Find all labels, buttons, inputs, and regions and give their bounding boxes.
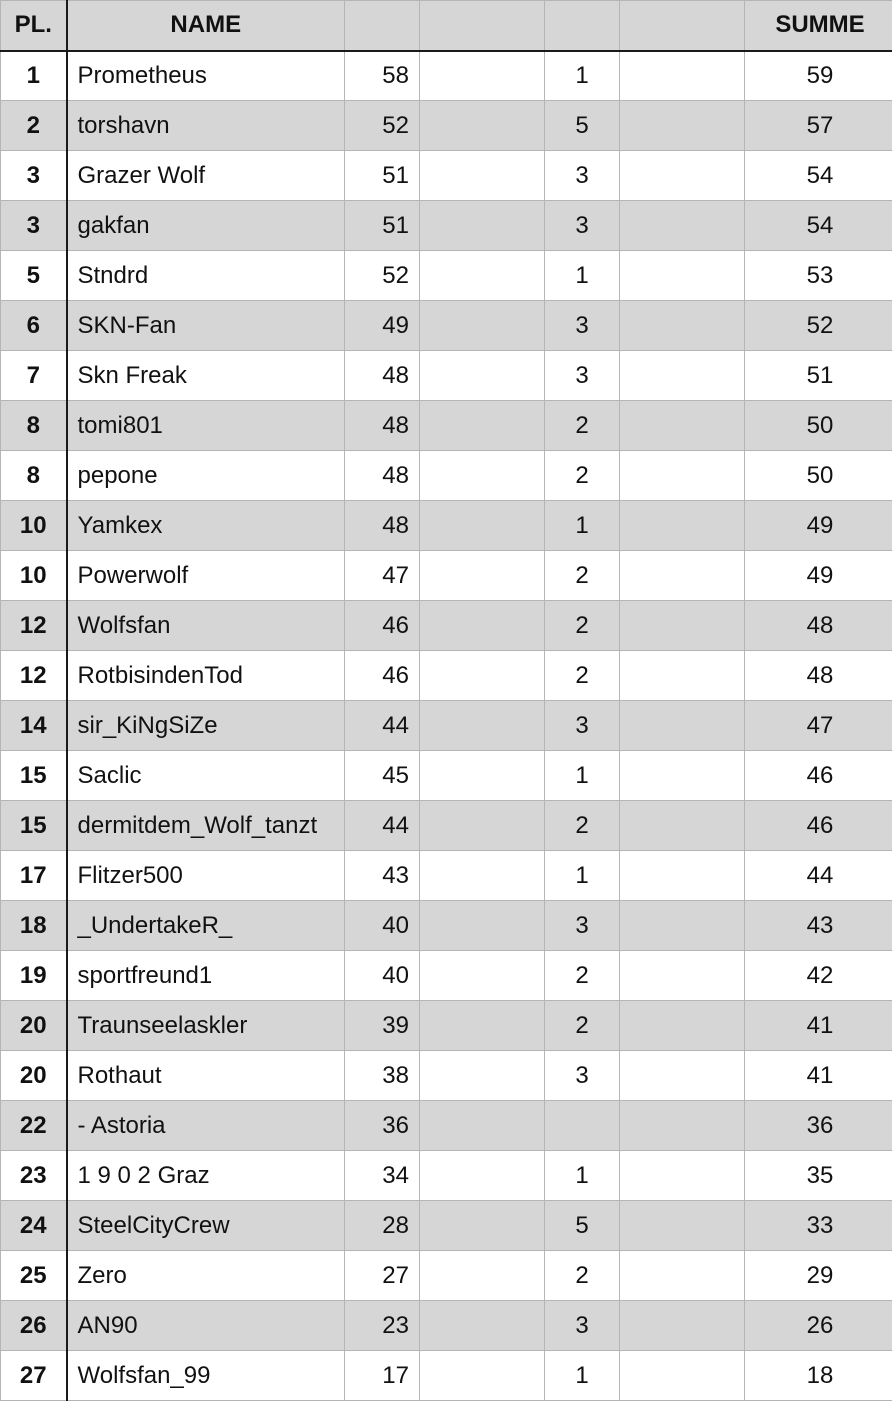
sum-cell: 54	[745, 201, 892, 251]
bonus-cell: 2	[545, 1001, 620, 1051]
empty-cell	[420, 1151, 545, 1201]
bonus-cell: 2	[545, 1251, 620, 1301]
points-cell: 49	[345, 301, 420, 351]
place-cell: 10	[1, 501, 67, 551]
bonus-cell: 3	[545, 301, 620, 351]
empty-cell	[420, 101, 545, 151]
empty-cell	[420, 901, 545, 951]
empty-cell	[420, 51, 545, 101]
empty-cell	[620, 951, 745, 1001]
bonus-cell: 5	[545, 1201, 620, 1251]
sum-cell: 46	[745, 801, 892, 851]
empty-cell	[620, 551, 745, 601]
points-cell: 44	[345, 801, 420, 851]
points-cell: 38	[345, 1051, 420, 1101]
sum-cell: 46	[745, 751, 892, 801]
empty-cell	[420, 1051, 545, 1101]
sum-cell: 29	[745, 1251, 892, 1301]
place-cell: 20	[1, 1001, 67, 1051]
table-row	[1, 101, 892, 151]
bonus-cell: 3	[545, 351, 620, 401]
sum-cell: 48	[745, 651, 892, 701]
empty-cell	[620, 501, 745, 551]
table-row	[1, 951, 892, 1001]
bonus-cell: 2	[545, 601, 620, 651]
name-cell: AN90	[67, 1301, 345, 1351]
bonus-cell: 3	[545, 201, 620, 251]
bonus-cell: 1	[545, 751, 620, 801]
table-row	[1, 301, 892, 351]
table-row	[1, 551, 892, 601]
place-cell: 12	[1, 651, 67, 701]
sum-cell: 26	[745, 1301, 892, 1351]
empty-cell	[420, 451, 545, 501]
sum-cell: 50	[745, 401, 892, 451]
sum-cell: 50	[745, 451, 892, 501]
empty-cell	[420, 701, 545, 751]
place-cell: 18	[1, 901, 67, 951]
name-cell: sportfreund1	[67, 951, 345, 1001]
points-cell: 45	[345, 751, 420, 801]
name-cell: Rothaut	[67, 1051, 345, 1101]
empty-cell	[620, 1251, 745, 1301]
points-cell: 48	[345, 401, 420, 451]
empty-cell	[620, 751, 745, 801]
empty-cell	[620, 1201, 745, 1251]
place-cell: 24	[1, 1201, 67, 1251]
empty-cell	[420, 1201, 545, 1251]
place-cell: 22	[1, 1101, 67, 1151]
empty-cell	[620, 251, 745, 301]
name-cell: Flitzer500	[67, 851, 345, 901]
place-cell: 27	[1, 1351, 67, 1401]
empty-cell	[420, 151, 545, 201]
sum-cell: 41	[745, 1051, 892, 1101]
points-cell: 48	[345, 501, 420, 551]
points-cell: 52	[345, 101, 420, 151]
bonus-cell: 2	[545, 651, 620, 701]
place-cell: 14	[1, 701, 67, 751]
table-row	[1, 1101, 892, 1151]
empty-cell	[620, 201, 745, 251]
name-cell: Grazer Wolf	[67, 151, 345, 201]
sum-cell: 48	[745, 601, 892, 651]
points-cell: 47	[345, 551, 420, 601]
points-cell: 46	[345, 601, 420, 651]
table-row	[1, 851, 892, 901]
table-row	[1, 151, 892, 201]
empty-cell	[620, 51, 745, 101]
bonus-cell: 3	[545, 151, 620, 201]
empty-cell	[420, 601, 545, 651]
name-cell: Wolfsfan_99	[67, 1351, 345, 1401]
empty-cell	[620, 1051, 745, 1101]
sum-cell: 18	[745, 1351, 892, 1401]
sum-cell: 49	[745, 501, 892, 551]
points-cell: 27	[345, 1251, 420, 1301]
name-cell: gakfan	[67, 201, 345, 251]
bonus-cell: 2	[545, 951, 620, 1001]
bonus-cell: 2	[545, 401, 620, 451]
header-name: NAME	[67, 1, 345, 51]
place-cell: 26	[1, 1301, 67, 1351]
bonus-cell: 3	[545, 1051, 620, 1101]
bonus-cell: 1	[545, 1351, 620, 1401]
empty-cell	[620, 1351, 745, 1401]
place-cell: 20	[1, 1051, 67, 1101]
points-cell: 51	[345, 151, 420, 201]
table-row	[1, 251, 892, 301]
points-cell: 58	[345, 51, 420, 101]
empty-cell	[620, 351, 745, 401]
header-col5	[545, 1, 620, 51]
points-cell: 48	[345, 351, 420, 401]
table-row	[1, 1201, 892, 1251]
points-cell: 46	[345, 651, 420, 701]
empty-cell	[620, 901, 745, 951]
name-cell: Powerwolf	[67, 551, 345, 601]
points-cell: 48	[345, 451, 420, 501]
table-row	[1, 1351, 892, 1401]
sum-cell: 44	[745, 851, 892, 901]
place-cell: 23	[1, 1151, 67, 1201]
name-cell: Saclic	[67, 751, 345, 801]
empty-cell	[420, 1101, 545, 1151]
points-cell: 39	[345, 1001, 420, 1051]
place-cell: 3	[1, 201, 67, 251]
empty-cell	[420, 201, 545, 251]
table-row	[1, 901, 892, 951]
table-row	[1, 201, 892, 251]
name-cell: SteelCityCrew	[67, 1201, 345, 1251]
place-cell: 3	[1, 151, 67, 201]
table-row	[1, 801, 892, 851]
table-row	[1, 601, 892, 651]
place-cell: 10	[1, 551, 67, 601]
bonus-cell: 5	[545, 101, 620, 151]
empty-cell	[420, 401, 545, 451]
empty-cell	[620, 801, 745, 851]
points-cell: 28	[345, 1201, 420, 1251]
name-cell: dermitdem_Wolf_tanzt	[67, 801, 345, 851]
bonus-cell: 2	[545, 801, 620, 851]
empty-cell	[420, 351, 545, 401]
name-cell: Stndrd	[67, 251, 345, 301]
place-cell: 1	[1, 51, 67, 101]
sum-cell: 57	[745, 101, 892, 151]
header-col3	[345, 1, 420, 51]
bonus-cell: 3	[545, 1301, 620, 1351]
bonus-cell: 1	[545, 501, 620, 551]
name-cell: tomi801	[67, 401, 345, 451]
name-cell: - Astoria	[67, 1101, 345, 1151]
empty-cell	[420, 851, 545, 901]
sum-cell: 59	[745, 51, 892, 101]
sum-cell: 51	[745, 351, 892, 401]
sum-cell: 53	[745, 251, 892, 301]
name-cell: sir_KiNgSiZe	[67, 701, 345, 751]
table-row	[1, 451, 892, 501]
name-cell: 1 9 0 2 Graz	[67, 1151, 345, 1201]
empty-cell	[420, 1301, 545, 1351]
empty-cell	[620, 601, 745, 651]
empty-cell	[620, 151, 745, 201]
empty-cell	[620, 1101, 745, 1151]
sum-cell: 35	[745, 1151, 892, 1201]
table-row	[1, 1001, 892, 1051]
sum-cell: 54	[745, 151, 892, 201]
bonus-cell: 3	[545, 901, 620, 951]
empty-cell	[420, 801, 545, 851]
table-row	[1, 51, 892, 101]
place-cell: 19	[1, 951, 67, 1001]
points-cell: 52	[345, 251, 420, 301]
points-cell: 34	[345, 1151, 420, 1201]
empty-cell	[620, 451, 745, 501]
place-cell: 15	[1, 801, 67, 851]
place-cell: 8	[1, 451, 67, 501]
name-cell: pepone	[67, 451, 345, 501]
points-cell: 36	[345, 1101, 420, 1151]
place-cell: 2	[1, 101, 67, 151]
place-cell: 12	[1, 601, 67, 651]
empty-cell	[420, 251, 545, 301]
points-cell: 43	[345, 851, 420, 901]
table-row	[1, 1251, 892, 1301]
table-row	[1, 351, 892, 401]
name-cell: Yamkex	[67, 501, 345, 551]
points-cell: 40	[345, 901, 420, 951]
points-cell: 51	[345, 201, 420, 251]
name-cell: RotbisindenTod	[67, 651, 345, 701]
table-row	[1, 501, 892, 551]
empty-cell	[420, 301, 545, 351]
bonus-cell	[545, 1101, 620, 1151]
header-col6	[620, 1, 745, 51]
empty-cell	[420, 651, 545, 701]
standings-body	[1, 51, 892, 1401]
table-row	[1, 1051, 892, 1101]
name-cell: _UndertakeR_	[67, 901, 345, 951]
bonus-cell: 3	[545, 701, 620, 751]
empty-cell	[620, 701, 745, 751]
empty-cell	[420, 951, 545, 1001]
bonus-cell: 2	[545, 451, 620, 501]
place-cell: 7	[1, 351, 67, 401]
bonus-cell: 1	[545, 1151, 620, 1201]
empty-cell	[420, 1001, 545, 1051]
empty-cell	[420, 751, 545, 801]
empty-cell	[620, 851, 745, 901]
empty-cell	[620, 1301, 745, 1351]
bonus-cell: 1	[545, 51, 620, 101]
table-row	[1, 1151, 892, 1201]
sum-cell: 36	[745, 1101, 892, 1151]
points-cell: 40	[345, 951, 420, 1001]
place-cell: 6	[1, 301, 67, 351]
table-row	[1, 751, 892, 801]
name-cell: torshavn	[67, 101, 345, 151]
bonus-cell: 1	[545, 851, 620, 901]
name-cell: SKN-Fan	[67, 301, 345, 351]
name-cell: Zero	[67, 1251, 345, 1301]
sum-cell: 49	[745, 551, 892, 601]
sum-cell: 47	[745, 701, 892, 751]
table-row	[1, 1301, 892, 1351]
points-cell: 17	[345, 1351, 420, 1401]
empty-cell	[620, 1001, 745, 1051]
empty-cell	[420, 501, 545, 551]
bonus-cell: 2	[545, 551, 620, 601]
header-sum: SUMME	[745, 1, 892, 51]
sum-cell: 41	[745, 1001, 892, 1051]
empty-cell	[620, 301, 745, 351]
place-cell: 17	[1, 851, 67, 901]
points-cell: 44	[345, 701, 420, 751]
place-cell: 8	[1, 401, 67, 451]
table-row	[1, 401, 892, 451]
place-cell: 15	[1, 751, 67, 801]
empty-cell	[420, 1351, 545, 1401]
table-row	[1, 651, 892, 701]
empty-cell	[620, 401, 745, 451]
sum-cell: 43	[745, 901, 892, 951]
empty-cell	[420, 551, 545, 601]
header-row	[1, 1, 892, 51]
place-cell: 5	[1, 251, 67, 301]
table-row	[1, 701, 892, 751]
header-place: PL.	[1, 1, 67, 51]
points-cell: 23	[345, 1301, 420, 1351]
place-cell: 25	[1, 1251, 67, 1301]
empty-cell	[620, 101, 745, 151]
sum-cell: 42	[745, 951, 892, 1001]
name-cell: Prometheus	[67, 51, 345, 101]
empty-cell	[420, 1251, 545, 1301]
sum-cell: 33	[745, 1201, 892, 1251]
name-cell: Wolfsfan	[67, 601, 345, 651]
empty-cell	[620, 1151, 745, 1201]
name-cell: Traunseelaskler	[67, 1001, 345, 1051]
bonus-cell: 1	[545, 251, 620, 301]
empty-cell	[620, 651, 745, 701]
header-col4	[420, 1, 545, 51]
sum-cell: 52	[745, 301, 892, 351]
name-cell: Skn Freak	[67, 351, 345, 401]
